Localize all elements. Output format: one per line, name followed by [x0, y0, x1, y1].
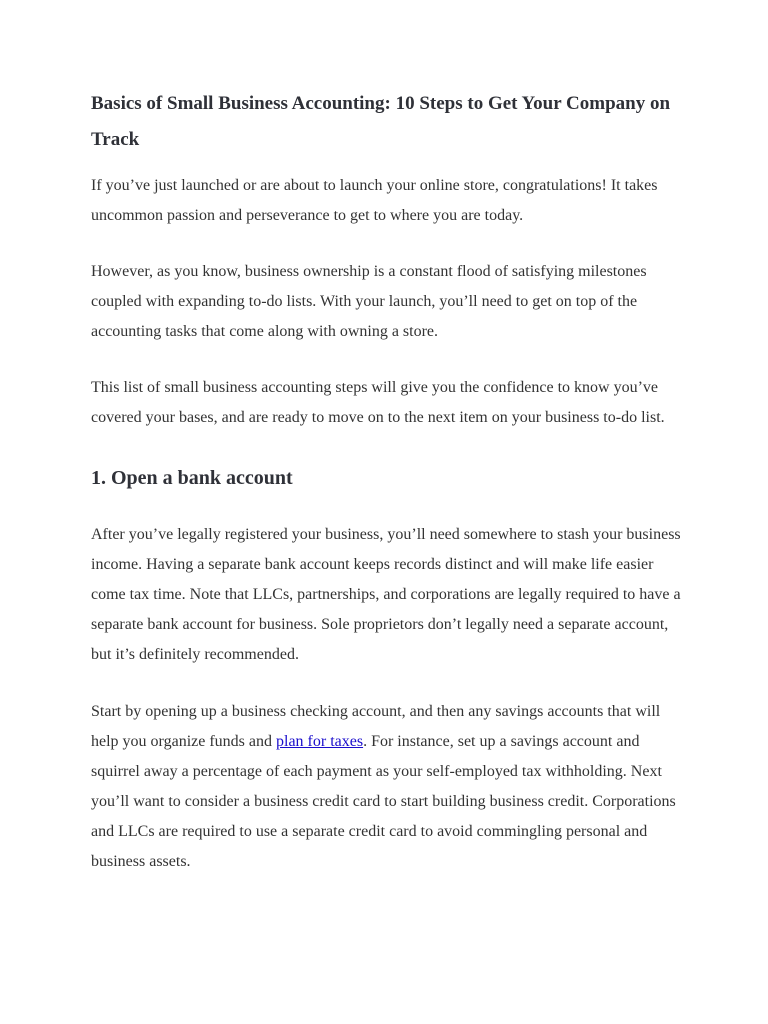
plan-for-taxes-link[interactable]: plan for taxes [276, 733, 364, 750]
document-title: Basics of Small Business Accounting: 10 Steps to Get Your Company on Track [91, 93, 671, 150]
document-page [91, 86, 691, 877]
paragraph-text-after-link: . For instance, set up a savings account and squirrel away a percentage of each payment as your self-employed tax withholding. Next you’ll want to consider a business credit card to start building business credit. Corporations and LLCs are required to use a separate credit card to avoid commingling personal and business assets. [91, 733, 676, 870]
section-heading-open-bank-account: 1. Open a bank account [91, 467, 293, 489]
intro-paragraph-1: If you’ve just launched or are about to launch your online store, congratulations! It takes uncommon passion and perseverance to get to where you are today. [91, 177, 658, 224]
paragraph-text-before-link: Start by opening up a business checking account, and then any savings accounts that will help you organize funds and [91, 703, 661, 750]
section-1-paragraph-2 [91, 697, 691, 877]
section-1-paragraph-1: After you’ve legally registered your business, you’ll need somewhere to stash your business income. Having a separate bank account keeps records distinct and will make life easier come tax time. Note that LLCs, partnerships, and corporations are legally required to have a separate bank account for business. Sole proprietors don’t legally need a separate account, but it’s definitely recommended. [91, 526, 681, 663]
intro-paragraph-2: However, as you know, business ownership is a constant flood of satisfying milestones coupled with expanding to-do lists. With your launch, you’ll need to get on top of the accounting tasks that come along with owning a store. [91, 263, 647, 340]
intro-paragraph-3: This list of small business accounting steps will give you the confidence to know you’ve covered your bases, and are ready to move on to the next item on your business to-do list. [91, 379, 665, 426]
